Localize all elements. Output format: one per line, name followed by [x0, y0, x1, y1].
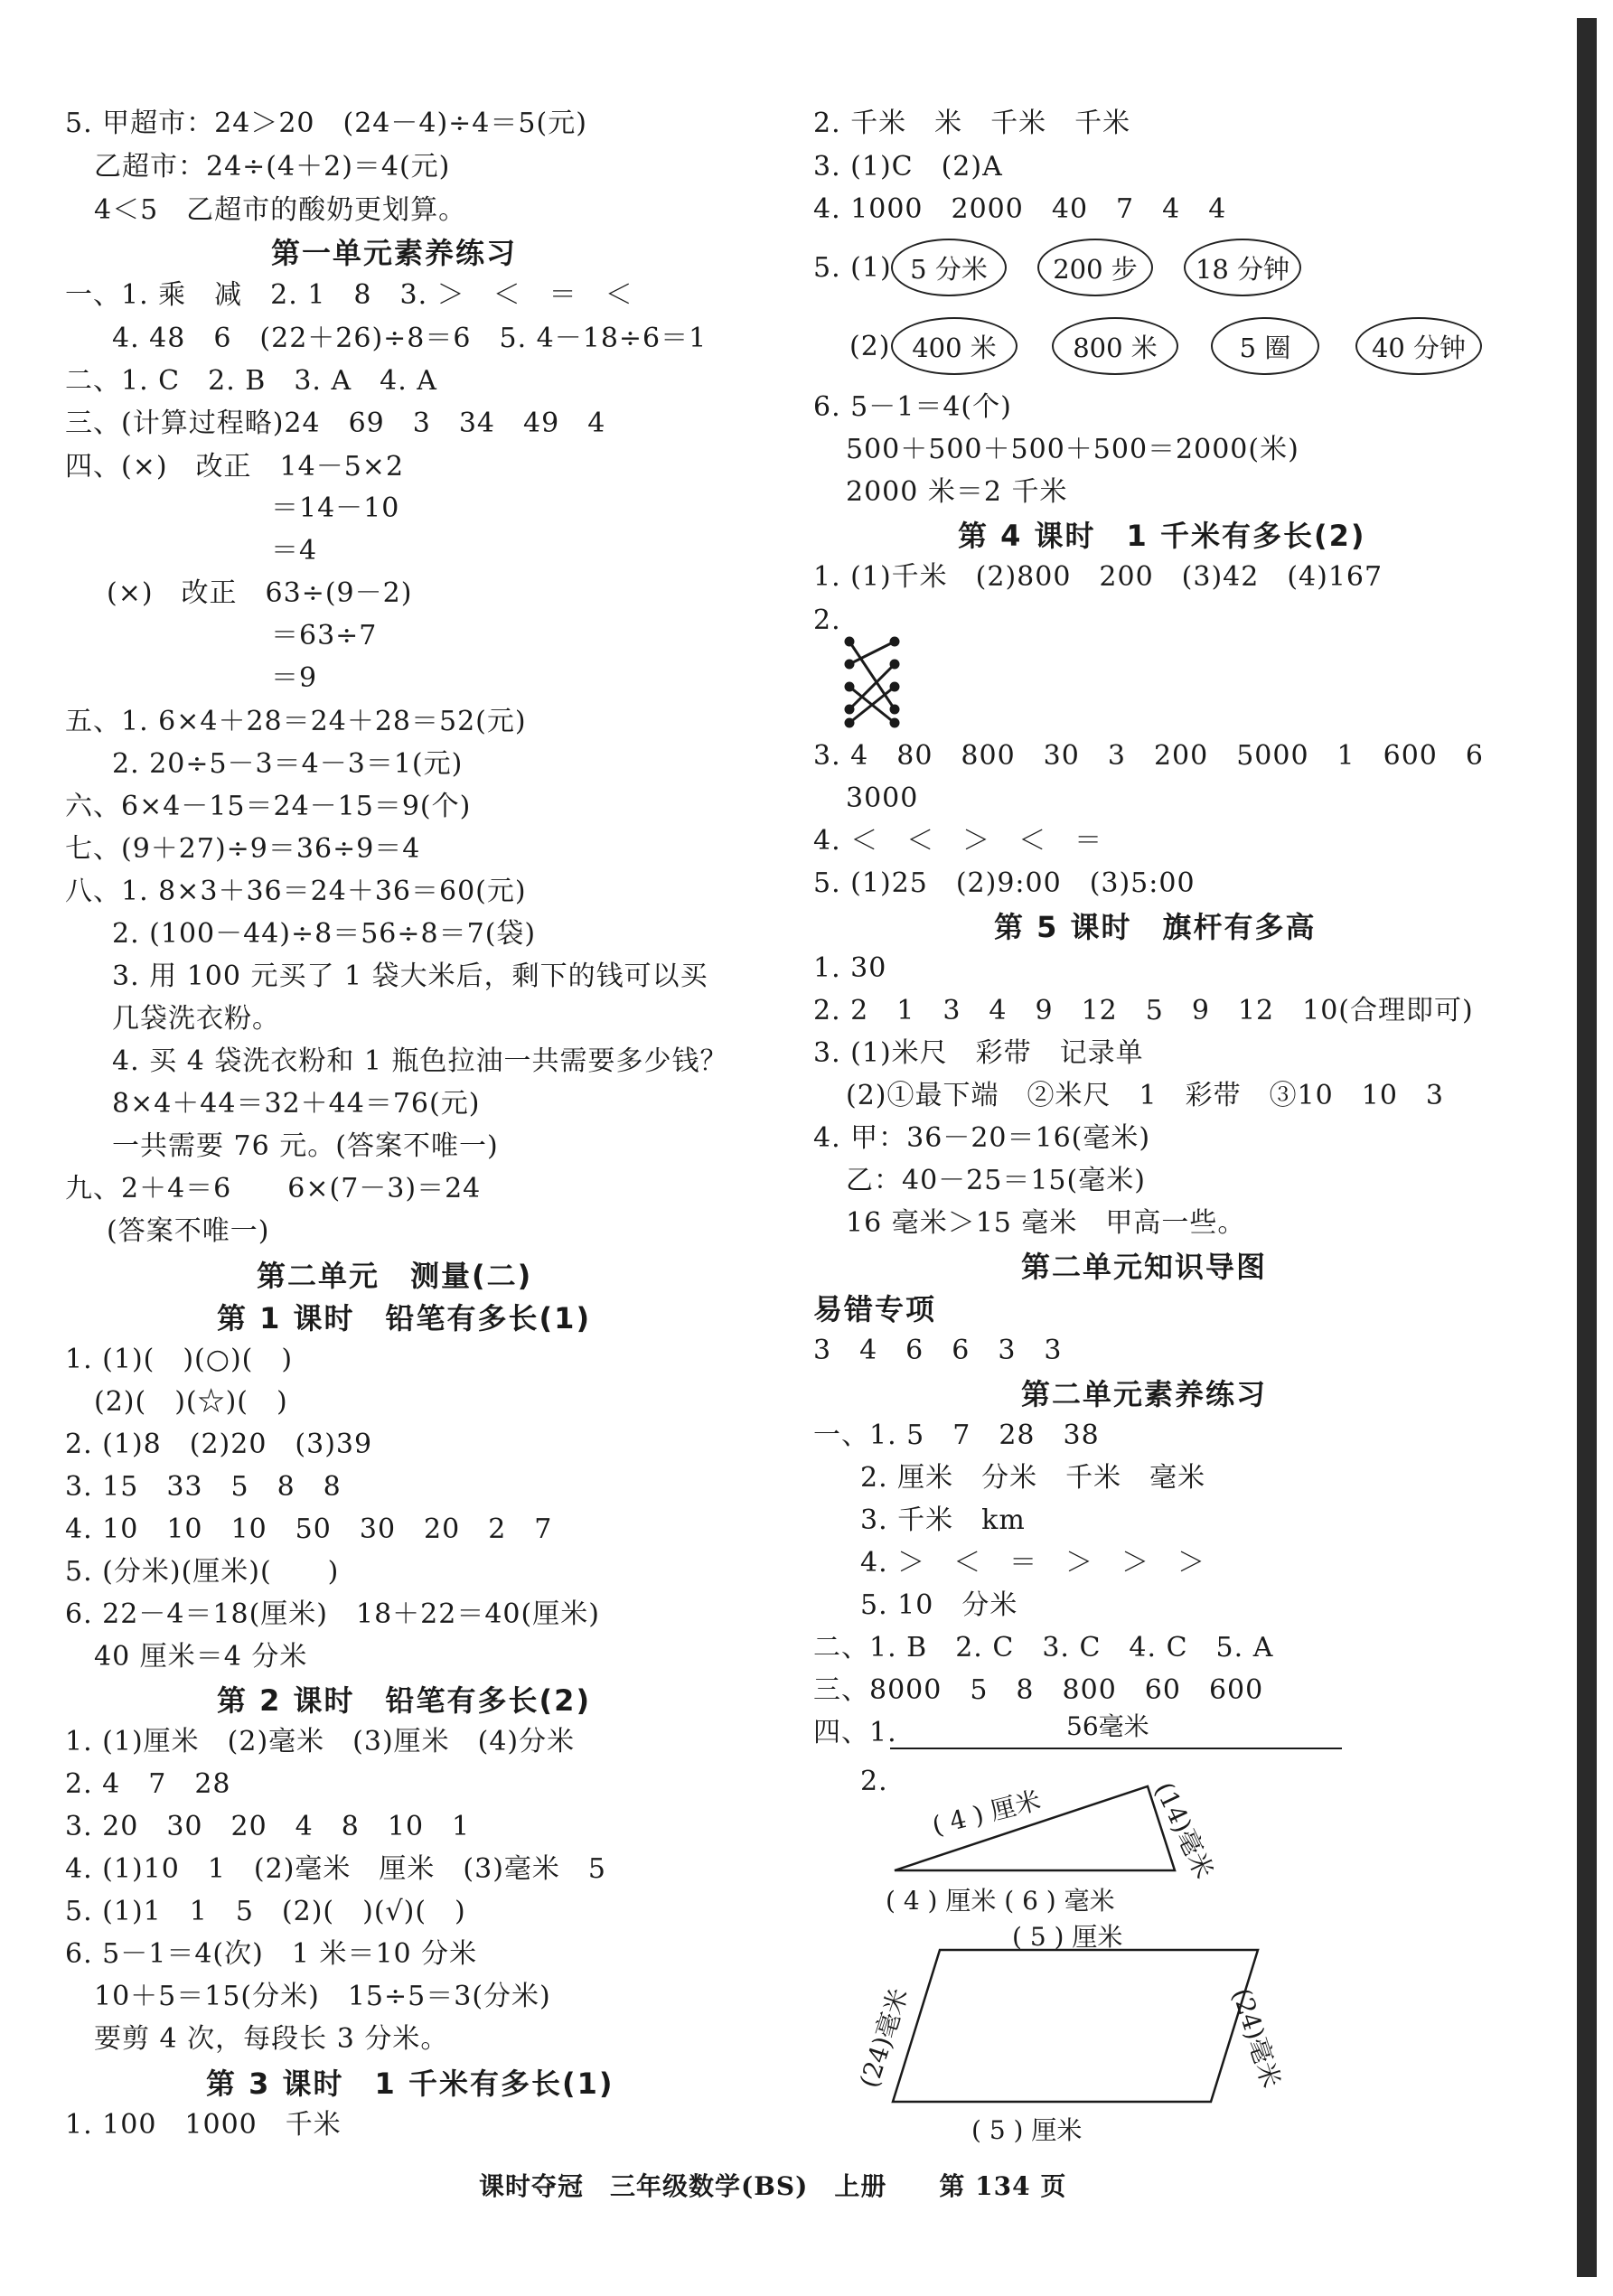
line: ＝14－10: [271, 492, 400, 524]
section-heading: 第一单元素养练习: [271, 236, 518, 270]
section-heading: 易错专项: [813, 1292, 937, 1326]
line: 九、2＋4＝6 6×(7－3)＝24: [65, 1173, 482, 1204]
triangle-bottom-label: ( 4 ) 厘米 ( 6 ) 毫米: [886, 1886, 1115, 1916]
line: 六、6×4－15＝24－15＝9(个): [65, 791, 472, 822]
line: 四、(×) 改正 14－5×2: [65, 451, 405, 483]
line: 几袋洗衣粉。: [112, 1003, 280, 1035]
line: (答案不唯一): [107, 1215, 270, 1247]
answer-oval: 200 步: [1037, 239, 1153, 296]
lesson-heading: 第 2 课时 铅笔有多长(2): [217, 1683, 592, 1718]
line: 2. 20÷5－3＝4－3＝1(元): [112, 748, 464, 780]
line: 2. 4 7 28: [65, 1768, 231, 1800]
lesson-heading: 第 4 课时 1 千米有多长(2): [958, 519, 1366, 553]
line: 乙超市：24÷(4＋2)＝4(元): [94, 151, 451, 183]
line: 2.: [813, 604, 841, 636]
line: 6. 5－1＝4(个): [813, 391, 1012, 423]
line: 乙：40－25＝15(毫米): [846, 1165, 1146, 1196]
line: 1. 100 1000 千米: [65, 2109, 342, 2141]
line: 4＜5 乙超市的酸奶更划算。: [94, 194, 467, 226]
line: 4. ＞ ＜ ＝ ＞ ＞ ＞: [860, 1547, 1206, 1579]
line: 2. (1)8 (2)20 (3)39: [65, 1429, 373, 1460]
line: 4. 10 10 10 50 30 20 2 7: [65, 1513, 553, 1545]
line: 5. 10 分米: [860, 1589, 1018, 1621]
line: ＝63÷7: [271, 620, 378, 651]
line: 3. 4 80 800 30 3 200 5000 1 600 6: [813, 740, 1484, 772]
scan-edge-shadow: [1577, 18, 1597, 2277]
line: 4. (1)10 1 (2)毫米 厘米 (3)毫米 5: [65, 1853, 606, 1885]
line: 三、8000 5 8 800 60 600: [813, 1674, 1264, 1706]
answer-oval: 18 分钟: [1184, 239, 1301, 296]
lesson-heading: 第 3 课时 1 千米有多长(1): [206, 2066, 614, 2101]
line: 3. 20 30 20 4 8 10 1: [65, 1811, 471, 1842]
line: 16 毫米＞15 毫米 甲高一些。: [846, 1207, 1246, 1239]
line: 二、1. B 2. C 3. C 4. C 5. A: [813, 1632, 1274, 1663]
parallelogram-right-label: (24)毫米: [1226, 1984, 1287, 2092]
line: 3. (1)C (2)A: [813, 151, 1003, 183]
line: 1. 30: [813, 952, 887, 984]
parallelogram-top-label: ( 5 ) 厘米: [1012, 1922, 1123, 1952]
line: 3000: [846, 783, 919, 814]
line: 5. (1)1 1 5 (2)( )(√)( ): [65, 1896, 466, 1927]
line: 5. (1): [813, 252, 892, 284]
line: (×) 改正 63÷(9－2): [107, 577, 413, 609]
line: 3. 千米 km: [860, 1504, 1026, 1536]
answer-oval: 5 圈: [1211, 317, 1319, 375]
answer-oval: 400 米: [891, 317, 1018, 375]
segment-label: 56毫米: [1066, 1711, 1149, 1741]
line: 500＋500＋500＋500＝2000(米): [846, 434, 1299, 465]
line: 2. 2 1 3 4 9 12 5 9 12 10(合理即可): [813, 995, 1474, 1026]
line: 一、1. 乘 减 2. 1 8 3. ＞ ＜ ＝ ＜: [65, 279, 633, 311]
line: 4. 48 6 (22＋26)÷8＝6 5. 4－18÷6＝1: [112, 323, 708, 354]
line: 四、1.: [813, 1717, 897, 1748]
parallelogram-shape: [893, 1950, 1258, 2102]
answer-oval: 40 分钟: [1355, 317, 1482, 375]
line: 3. 用 100 元买了 1 袋大米后，剩下的钱可以买: [112, 961, 708, 992]
triangle-top-label: ( 4 ) 厘米: [929, 1785, 1044, 1841]
line: (2)①最下端 ②米尺 1 彩带 ③10 10 3: [846, 1080, 1445, 1111]
line: 1. (1)厘米 (2)毫米 (3)厘米 (4)分米: [65, 1726, 576, 1757]
section-heading: 第二单元 测量(二): [257, 1259, 533, 1293]
line: 4. 买 4 袋洗衣粉和 1 瓶色拉油一共需要多少钱？: [112, 1045, 728, 1077]
line: 6. 5－1＝4(次) 1 米＝10 分米: [65, 1938, 478, 1970]
answer-oval: 5 分米: [891, 239, 1007, 296]
line: 5. (分米)(厘米)( ): [65, 1556, 340, 1588]
line: (2)( )(☆)( ): [94, 1386, 288, 1418]
line: 4. 1000 2000 40 7 4 4: [813, 193, 1227, 225]
line: 4. ＜ ＜ ＞ ＜ ＝: [813, 825, 1103, 857]
line: (2): [849, 331, 891, 362]
line: 6. 22－4＝18(厘米) 18＋22＝40(厘米): [65, 1598, 600, 1630]
lesson-heading: 第 5 课时 旗杆有多高: [994, 910, 1317, 944]
line: 5. (1)25 (2)9:00 (3)5:00: [813, 867, 1196, 899]
line: 八、1. 8×3＋36＝24＋36＝60(元): [65, 876, 527, 907]
line: 五、1. 6×4＋28＝24＋28＝52(元): [65, 706, 527, 737]
lesson-heading: 第 1 课时 铅笔有多长(1): [217, 1301, 592, 1335]
line: 要剪 4 次，每段长 3 分米。: [94, 2023, 449, 2055]
section-heading: 第二单元素养练习: [1021, 1377, 1268, 1411]
line: 2.: [860, 1766, 888, 1797]
line: ＝4: [271, 535, 318, 567]
line: 4. 甲：36－20＝16(毫米): [813, 1122, 1151, 1154]
line: 一、1. 5 7 28 38: [813, 1420, 1100, 1451]
line: ＝9: [271, 662, 318, 694]
page-footer: 课时夺冠 三年级数学(BS) 上册 第 134 页: [479, 2171, 1067, 2201]
matching-lines-diagram: [836, 623, 908, 732]
line: 2000 米＝2 千米: [846, 476, 1068, 508]
line: 3 4 6 6 3 3: [813, 1335, 1063, 1366]
answer-oval: 800 米: [1052, 317, 1178, 375]
line: 三、(计算过程略)24 69 3 34 49 4: [65, 408, 606, 439]
match-line: [849, 664, 895, 709]
section-heading: 第二单元知识导图: [1021, 1250, 1268, 1284]
line: 1. (1)( )(○)( ): [65, 1344, 294, 1375]
parallelogram-diagram: [886, 1943, 1283, 2114]
line: 2. 厘米 分米 千米 毫米: [860, 1462, 1206, 1494]
line: 40 厘米＝4 分米: [94, 1641, 308, 1673]
line: 3. (1)米尺 彩带 记录单: [813, 1037, 1144, 1069]
line: 8×4＋44＝32＋44＝76(元): [112, 1088, 481, 1120]
line: 10＋5＝15(分米) 15÷5＝3(分米): [94, 1981, 551, 2012]
line: 二、1. C 2. B 3. A 4. A: [65, 365, 437, 397]
line: 5. 甲超市：24＞20 (24－4)÷4＝5(元): [65, 108, 587, 139]
segment-line: [890, 1748, 1342, 1749]
triangle-right-label: (14)毫米: [1149, 1777, 1220, 1884]
line: 2. 千米 米 千米 千米: [813, 108, 1131, 139]
line: 2. (100－44)÷8＝56÷8＝7(袋): [112, 918, 537, 950]
parallelogram-left-label: (24)毫米: [853, 1984, 914, 2092]
line: 七、(9＋27)÷9＝36÷9＝4: [65, 833, 421, 865]
line: 一共需要 76 元。(答案不唯一): [112, 1130, 499, 1162]
parallelogram-bottom-label: ( 5 ) 厘米: [971, 2115, 1083, 2145]
line: 1. (1)千米 (2)800 200 (3)42 (4)167: [813, 561, 1383, 593]
line: 3. 15 33 5 8 8: [65, 1471, 342, 1503]
